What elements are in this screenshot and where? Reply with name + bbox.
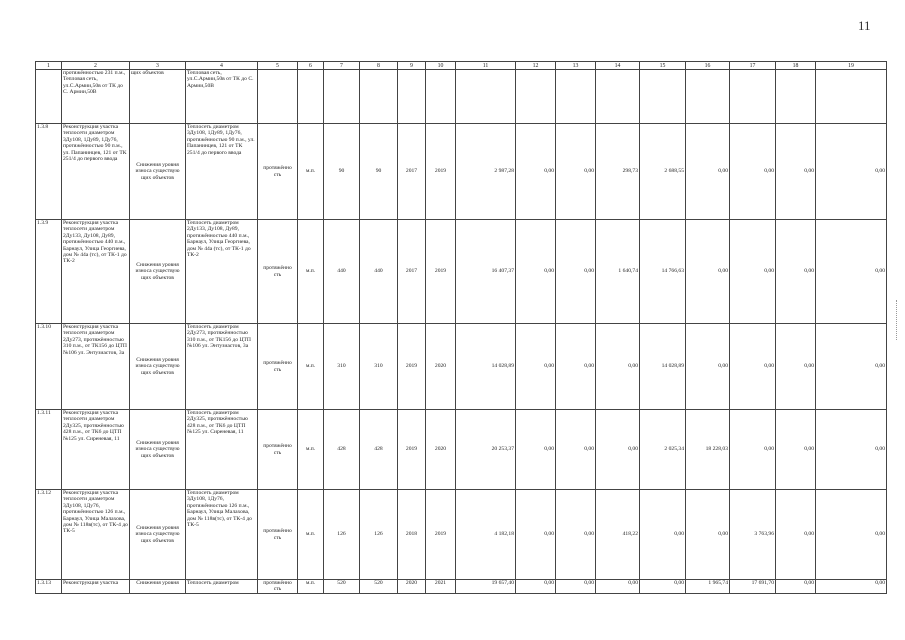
column-number-cell: 12 bbox=[516, 62, 556, 70]
table-cell: Реконструкция участка теплосети диаметром 2Ду273, протяжённостью 310 п.м., от ТК156 до ЦТП №106 ул. Энтузиастов, 3а bbox=[62, 324, 130, 410]
table-cell: 0,00 bbox=[556, 490, 596, 580]
table-cell bbox=[730, 70, 776, 124]
column-number-cell: 13 bbox=[556, 62, 596, 70]
table-cell: 0,00 bbox=[730, 124, 776, 220]
column-number-cell: 17 bbox=[730, 62, 776, 70]
table-cell: 0,00 bbox=[816, 124, 887, 220]
column-number-cell: 4 bbox=[186, 62, 258, 70]
table-cell: 0,00 bbox=[730, 410, 776, 490]
table-cell: 418,22 bbox=[596, 490, 640, 580]
table-cell: м.п. bbox=[298, 410, 324, 490]
table-cell: 90 bbox=[324, 124, 360, 220]
table-cell: 126 bbox=[360, 490, 398, 580]
table-cell: 2019 bbox=[398, 410, 426, 490]
table-cell: 0,00 bbox=[556, 324, 596, 410]
table-cell: 0,00 bbox=[776, 220, 816, 324]
table-cell: 310 bbox=[324, 324, 360, 410]
table-cell: Реконструкция участка теплосети диаметром 2Ду133, Ду108, Ду89, протяжённостью 440 п.м., Барнаул, Улица Георгиева, дом № 44а (тс), от ТК-1 до ТК-2 bbox=[62, 220, 130, 324]
table-cell bbox=[556, 70, 596, 124]
column-number-cell: 16 bbox=[686, 62, 730, 70]
table-cell bbox=[36, 70, 62, 124]
table-cell: 2 688,55 bbox=[640, 124, 686, 220]
table-cell: 0,00 bbox=[816, 490, 887, 580]
table-cell: Реконструкция участка теплосети диаметром 2Ду325, протяжённостью 428 п.м., от ТК6 до ЦТП №125 ул. Сиреневая, 11 bbox=[62, 410, 130, 490]
table-cell: 2019 bbox=[426, 490, 456, 580]
table-cell: Реконструкция участка bbox=[62, 580, 130, 594]
table-cell: 1.3.9 bbox=[36, 220, 62, 324]
column-number-cell: 11 bbox=[456, 62, 516, 70]
table-cell bbox=[298, 70, 324, 124]
column-number-cell: 8 bbox=[360, 62, 398, 70]
table-cell: Теплосеть диаметром 2Ду325, протяжённостью 428 п.м., от ТК6 до ЦТП №125 ул. Сиреневая, 11 bbox=[186, 410, 258, 490]
table-cell: протяжённо сть bbox=[258, 324, 298, 410]
column-number-cell: 10 bbox=[426, 62, 456, 70]
table-cell: 1.3.8 bbox=[36, 124, 62, 220]
column-number-cell: 9 bbox=[398, 62, 426, 70]
table-cell: 2017 bbox=[398, 124, 426, 220]
table-cell: 1.3.13 bbox=[36, 580, 62, 594]
page-number: 11 bbox=[858, 18, 871, 33]
column-number-cell: 15 bbox=[640, 62, 686, 70]
table-cell: 0,00 bbox=[816, 580, 887, 594]
table-cell: 0,00 bbox=[816, 410, 887, 490]
table-cell: Теплосеть диаметром 2Ду273, протяжённостью 310 п.м., от ТК156 до ЦТП №106 ул. Энтузиастов, 3а bbox=[186, 324, 258, 410]
table-cell: 0,00 bbox=[596, 410, 640, 490]
table-cell bbox=[324, 70, 360, 124]
table-cell: 4 182,18 bbox=[456, 490, 516, 580]
table-cell: 298,73 bbox=[596, 124, 640, 220]
column-number-cell: 14 bbox=[596, 62, 640, 70]
column-number-cell: 5 bbox=[258, 62, 298, 70]
column-number-cell: 2 bbox=[62, 62, 130, 70]
column-number-cell: 7 bbox=[324, 62, 360, 70]
table-cell: Снижения уровня износа существую щих объектов bbox=[130, 410, 186, 490]
table-cell: м.п. bbox=[298, 220, 324, 324]
table-cell: 0,00 bbox=[556, 124, 596, 220]
table-row bbox=[36, 220, 887, 324]
table-cell bbox=[516, 70, 556, 124]
table-cell: 90 bbox=[360, 124, 398, 220]
table-cell: 0,00 bbox=[516, 580, 556, 594]
table-cell: Теплосеть диаметром bbox=[186, 580, 258, 594]
table-row bbox=[36, 124, 887, 220]
table-cell: 0,00 bbox=[516, 490, 556, 580]
table-cell: м.п. bbox=[298, 580, 324, 594]
table-cell bbox=[640, 70, 686, 124]
column-number-cell: 3 bbox=[130, 62, 186, 70]
table-cell: Снижения уровня bbox=[130, 580, 186, 594]
table-cell: 0,00 bbox=[516, 124, 556, 220]
table-cell: 0,00 bbox=[556, 580, 596, 594]
table-row bbox=[36, 490, 887, 580]
scan-edge-marks bbox=[896, 300, 900, 340]
table-cell bbox=[426, 70, 456, 124]
table-cell: 14 028,89 bbox=[456, 324, 516, 410]
table-cell: Теплосеть диаметром 3Ду108, 1Ду89, 1Ду76, протяжённостью 90 п.м., ул. Папанинцев, 121 от ТК 251/4 до первого ввода bbox=[186, 124, 258, 220]
investment-table bbox=[35, 61, 887, 594]
table-container bbox=[35, 61, 887, 594]
table-cell bbox=[596, 70, 640, 124]
table-cell: 0,00 bbox=[816, 220, 887, 324]
table-cell bbox=[398, 70, 426, 124]
table-cell: 0,00 bbox=[776, 490, 816, 580]
table-cell: 440 bbox=[324, 220, 360, 324]
table-cell: 0,00 bbox=[730, 220, 776, 324]
table-cell: Теплосеть диаметром 3Ду108, 1Ду76, протяжённостью 126 п.м., Барнаул, Улица Малахова, дом № 118в(тс), от ТК-4 до ТК-5 bbox=[186, 490, 258, 580]
table-cell: м.п. bbox=[298, 490, 324, 580]
table-cell: 428 bbox=[360, 410, 398, 490]
table-cell: щих объектов bbox=[130, 70, 186, 124]
table-cell: 2 025,34 bbox=[640, 410, 686, 490]
table-cell: протяжённо сть bbox=[258, 410, 298, 490]
table-cell: 2019 bbox=[426, 124, 456, 220]
table-row bbox=[36, 580, 887, 594]
table-cell: 0,00 bbox=[556, 220, 596, 324]
table-cell: 2020 bbox=[426, 324, 456, 410]
column-number-cell: 18 bbox=[776, 62, 816, 70]
table-cell: 126 bbox=[324, 490, 360, 580]
table-cell: 0,00 bbox=[776, 124, 816, 220]
table-row bbox=[36, 324, 887, 410]
table-cell: 0,00 bbox=[640, 490, 686, 580]
table-cell: 2021 bbox=[426, 580, 456, 594]
table-cell: 18 228,03 bbox=[686, 410, 730, 490]
table-row bbox=[36, 410, 887, 490]
table-cell: 14 028,89 bbox=[640, 324, 686, 410]
table-cell: 1 965,74 bbox=[686, 580, 730, 594]
table-cell: 2020 bbox=[426, 410, 456, 490]
table-cell: Реконструкция участка теплосети диаметром 3Ду108, 1Ду76, протяжённостью 126 п.м., Барнаул, Улица Малахова, дом № 118в(тс), от ТК-4 до ТК-5 bbox=[62, 490, 130, 580]
column-number-cell: 6 bbox=[298, 62, 324, 70]
table-cell: 2 987,28 bbox=[456, 124, 516, 220]
table-cell: Снижения уровня износа существую щих объектов bbox=[130, 124, 186, 220]
table-cell: 0,00 bbox=[516, 410, 556, 490]
table-cell: Тепловая сеть, ул.С.Армии,50в от ТК до С. Армии,50В bbox=[186, 70, 258, 124]
table-cell: 440 bbox=[360, 220, 398, 324]
table-cell: протяжённо сть bbox=[258, 124, 298, 220]
table-cell: 0,00 bbox=[686, 490, 730, 580]
table-cell: 1.3.10 bbox=[36, 324, 62, 410]
table-cell: 0,00 bbox=[776, 324, 816, 410]
table-cell: протяжённо сть bbox=[258, 580, 298, 594]
table-cell: 14 766,63 bbox=[640, 220, 686, 324]
table-cell: 0,00 bbox=[686, 324, 730, 410]
column-number-cell: 19 bbox=[816, 62, 887, 70]
table-cell: 2018 bbox=[398, 490, 426, 580]
table-cell: 2017 bbox=[398, 220, 426, 324]
table-cell bbox=[360, 70, 398, 124]
table-cell: 1.3.11 bbox=[36, 410, 62, 490]
table-cell: 0,00 bbox=[516, 324, 556, 410]
table-cell: Снижения уровня износа существую щих объектов bbox=[130, 490, 186, 580]
table-cell: 0,00 bbox=[640, 580, 686, 594]
table-cell: 17 691,70 bbox=[730, 580, 776, 594]
table-cell: 520 bbox=[324, 580, 360, 594]
column-number-cell: 1 bbox=[36, 62, 62, 70]
table-cell bbox=[258, 70, 298, 124]
table-cell: 428 bbox=[324, 410, 360, 490]
table-cell: 520 bbox=[360, 580, 398, 594]
table-cell: 310 bbox=[360, 324, 398, 410]
table-cell: 20 253,37 bbox=[456, 410, 516, 490]
table-cell: 2019 bbox=[426, 220, 456, 324]
table-cell: 0,00 bbox=[556, 410, 596, 490]
table-row bbox=[36, 70, 887, 124]
table-cell: 1.3.12 bbox=[36, 490, 62, 580]
table-cell: 19 657,40 bbox=[456, 580, 516, 594]
table-cell: 0,00 bbox=[596, 580, 640, 594]
table-cell bbox=[686, 70, 730, 124]
table-cell bbox=[776, 70, 816, 124]
table-cell: 3 763,96 bbox=[730, 490, 776, 580]
table-cell bbox=[456, 70, 516, 124]
table-cell: 16 407,37 bbox=[456, 220, 516, 324]
table-cell: протяжённостью 231 п.м., Тепловая сеть, ул.С.Армии,50в от ТК до С. Армии,50В bbox=[62, 70, 130, 124]
table-cell: 2020 bbox=[398, 580, 426, 594]
table-cell: 0,00 bbox=[776, 580, 816, 594]
table-cell: Теплосеть диаметром 2Ду133, Ду108, Ду89, протяжённостью 440 п.м., Барнаул, Улица Георгиева, дом № 44а (тс), от ТК-1 до ТК-2 bbox=[186, 220, 258, 324]
table-cell bbox=[816, 70, 887, 124]
table-cell: 0,00 bbox=[516, 220, 556, 324]
table-cell: 0,00 bbox=[596, 324, 640, 410]
table-cell: Реконструкция участка теплосети диаметром 3Ду108, 1Ду89, 1Ду76, протяжённостью 90 п.м., ул. Папанинцев, 121 от ТК 251/4 до первого ввода bbox=[62, 124, 130, 220]
table-cell: Снижения уровня износа существую щих объектов bbox=[130, 324, 186, 410]
table-cell: м.п. bbox=[298, 124, 324, 220]
table-cell: Снижения уровня износа существую щих объектов bbox=[130, 220, 186, 324]
table-header-row bbox=[36, 62, 887, 70]
table-cell: 0,00 bbox=[816, 324, 887, 410]
table-cell: 0,00 bbox=[686, 220, 730, 324]
table-cell: 2019 bbox=[398, 324, 426, 410]
table-cell: 1 640,74 bbox=[596, 220, 640, 324]
table-cell: протяжённо сть bbox=[258, 490, 298, 580]
table-cell: м.п. bbox=[298, 324, 324, 410]
table-cell: 0,00 bbox=[686, 124, 730, 220]
table-cell: протяжённо сть bbox=[258, 220, 298, 324]
table-cell: 0,00 bbox=[730, 324, 776, 410]
table-cell: 0,00 bbox=[776, 410, 816, 490]
